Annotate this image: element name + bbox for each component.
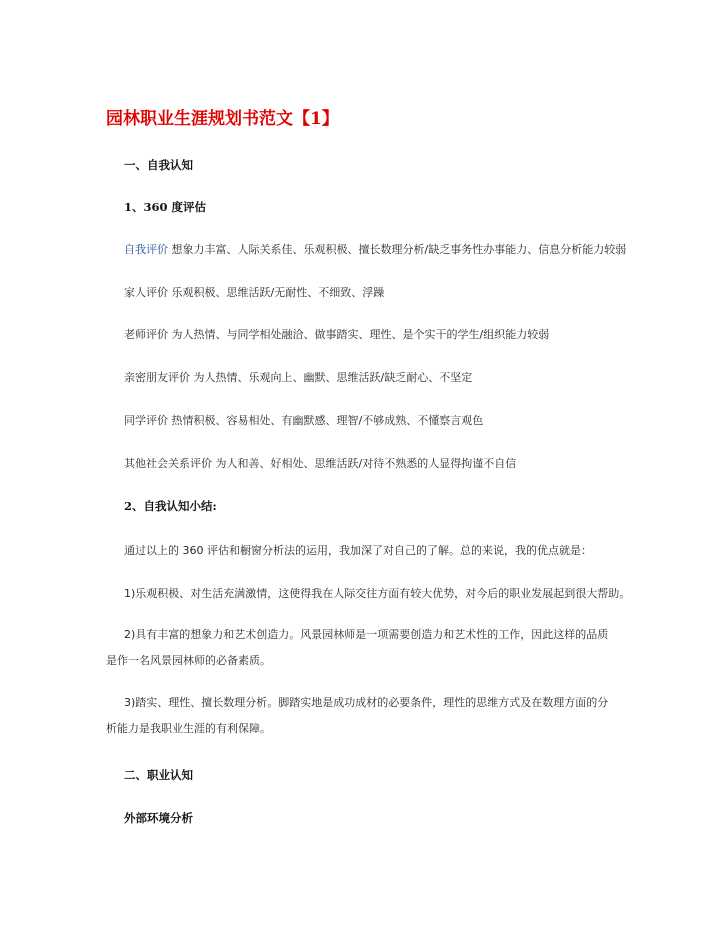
- subheading-360-evaluation: 1、360 度评估: [124, 200, 207, 214]
- evaluation-label: 自我评价: [124, 243, 168, 256]
- evaluation-classmates: [124, 412, 483, 428]
- summary-point-1: 1)乐观积极、对生活充满激情，这使得我在人际交往方面有较大优势，对今后的职业发展起到很大帮助。: [124, 587, 631, 600]
- section-heading-career-cognition: 二、职业认知: [124, 768, 193, 782]
- evaluation-text: 为人热情、乐观向上、幽默、思维活跃/缺乏耐心、不坚定: [190, 371, 473, 384]
- evaluation-label: 老师评价: [124, 328, 168, 341]
- evaluation-label: 同学评价: [124, 414, 168, 427]
- summary-intro: 通过以上的 360 评估和橱窗分析法的运用，我加深了对自己的了解。总的来说，我的优点就是：: [124, 544, 592, 557]
- subheading-external-environment: 外部环境分析: [124, 811, 193, 825]
- evaluation-label: 其他社会关系评价: [124, 457, 212, 470]
- summary-point-3: 3)踏实、理性、擅长数理分析。脚踏实地是成功成材的必要条件，理性的思维方式及在数理方面的分析能力是我职业生涯的有利保障。: [106, 696, 609, 735]
- evaluation-text: 为人热情、与同学相处融洽、做事踏实、理性、是个实干的学生/组织能力较弱: [168, 328, 550, 341]
- evaluation-text: 热情积极、容易相处、有幽默感、理智/不够成熟、不懂察言观色: [168, 414, 484, 427]
- evaluation-text: 为人和善、好相处、思维活跃/对待不熟悉的人显得拘谨不自信: [212, 457, 517, 470]
- evaluation-family: [124, 284, 384, 300]
- evaluation-other-social: [124, 455, 516, 471]
- evaluation-text: 乐观积极、思维活跃/无耐性、不细致、浮躁: [168, 286, 385, 299]
- evaluation-close-friends: [124, 369, 472, 385]
- section-heading-self-cognition: 一、自我认知: [124, 158, 193, 172]
- evaluation-self: [124, 241, 626, 257]
- evaluation-label: 亲密朋友评价: [124, 371, 190, 384]
- document-title: 园林职业生涯规划书范文【1】: [106, 109, 339, 129]
- subheading-self-cognition-summary: 2、自我认知小结:: [124, 499, 217, 513]
- summary-point-2: 2)具有丰富的想象力和艺术创造力。风景园林师是一项需要创造力和艺术性的工作，因此这样的品质是作一名风景园林师的必备素质。: [106, 628, 609, 667]
- evaluation-label: 家人评价: [124, 286, 168, 299]
- evaluation-teacher: [124, 326, 549, 342]
- evaluation-text: 想象力丰富、人际关系佳、乐观积极、擅长数理分析/缺乏事务性办事能力、信息分析能力较弱: [168, 243, 627, 256]
